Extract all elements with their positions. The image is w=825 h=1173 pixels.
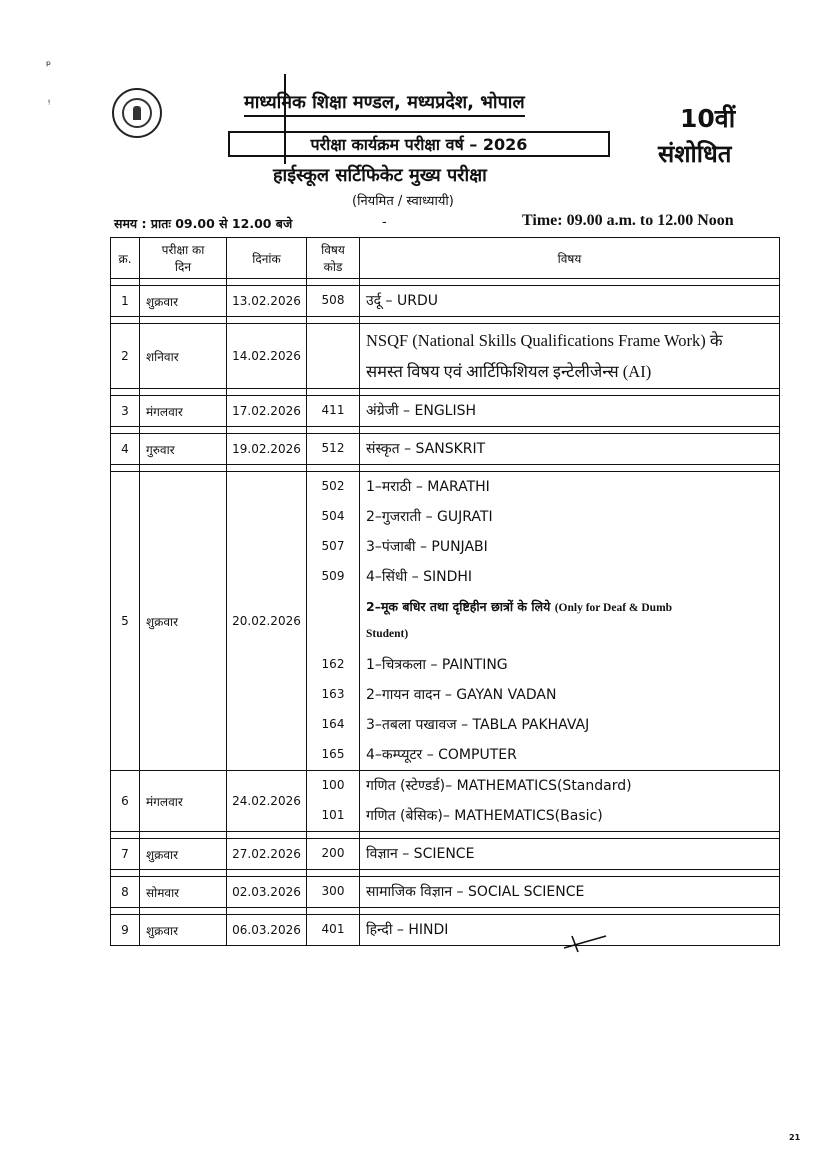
subject-code: 101 [321, 808, 345, 822]
note-english: (Only for Deaf & Dumb [554, 602, 673, 614]
day-cell: शुक्रवार [140, 286, 227, 317]
scan-mark: ᵖ [46, 58, 52, 72]
subject-name: हिन्दी – HINDI [366, 922, 449, 938]
table-header-row [111, 238, 780, 279]
date-cell: 24.02.2026 [227, 771, 307, 832]
subject-code: 411 [321, 403, 345, 417]
date-header: दिनांक [227, 238, 307, 279]
code-cell [307, 324, 360, 389]
subject-name: गणित (बेसिक)– MATHEMATICS(Basic) [366, 808, 603, 824]
subject-name: 4–सिंधी – SINDHI [366, 569, 473, 585]
subject-name-line1: NSQF (National Skills Qualifications Frame Work) के [366, 331, 723, 350]
day-cell: शनिवार [140, 324, 227, 389]
serial-cell: 8 [111, 877, 140, 908]
code-header [307, 238, 360, 279]
subject-name: 3–पंजाबी – PUNJABI [366, 539, 488, 555]
code-cell [307, 915, 360, 946]
day-cell: गुरुवार [140, 434, 227, 465]
subject-cell [360, 472, 780, 771]
code-cell [307, 434, 360, 465]
table-row [111, 877, 780, 908]
serial-cell: 4 [111, 434, 140, 465]
subject-code: 507 [321, 539, 345, 553]
note-english-cont: Student) [366, 628, 409, 640]
subject-cell [360, 286, 780, 317]
subject-code: 502 [321, 479, 345, 493]
subject-name: सामाजिक विज्ञान – SOCIAL SCIENCE [366, 884, 585, 900]
table-row [111, 286, 780, 317]
subject-code: 100 [321, 778, 345, 792]
table-row [111, 396, 780, 427]
code-header-line2: कोड [323, 260, 343, 274]
day-cell: मंगलवार [140, 771, 227, 832]
note-hindi: 2–मूक बधिर तथा दृष्टिहीन छात्रों के लिये [366, 599, 551, 614]
subject-code: 300 [321, 884, 345, 898]
subject-cell [360, 434, 780, 465]
code-cell [307, 877, 360, 908]
subject-code: 165 [321, 747, 345, 761]
serial-header: क्र. [111, 238, 140, 279]
subject-name: गणित (स्टेण्डर्ड)– MATHEMATICS(Standard) [366, 778, 632, 794]
serial-cell: 5 [111, 472, 140, 771]
date-cell: 27.02.2026 [227, 839, 307, 870]
subject-name: उर्दू – URDU [366, 293, 439, 309]
subject-code: 509 [321, 569, 345, 583]
day-cell: शुक्रवार [140, 839, 227, 870]
code-cell [307, 839, 360, 870]
subject-cell [360, 771, 780, 832]
date-cell: 14.02.2026 [227, 324, 307, 389]
subject-code: 163 [321, 687, 345, 701]
subject-cell [360, 839, 780, 870]
subject-cell [360, 396, 780, 427]
subject-name: अंग्रेजी – ENGLISH [366, 403, 477, 419]
subject-name: 1–मराठी – MARATHI [366, 479, 490, 495]
day-cell: शुक्रवार [140, 915, 227, 946]
serial-cell: 6 [111, 771, 140, 832]
subject-name: संस्कृत – SANSKRIT [366, 441, 486, 457]
code-cell [307, 472, 360, 771]
subject-code: 162 [321, 657, 345, 671]
table-row [111, 434, 780, 465]
table-row [111, 771, 780, 832]
subject-code: 401 [321, 922, 345, 936]
serial-cell: 3 [111, 396, 140, 427]
serial-cell: 7 [111, 839, 140, 870]
serial-cell: 9 [111, 915, 140, 946]
time-english: Time: 09.00 a.m. to 12.00 Noon [522, 212, 734, 229]
subject-name: 4–कम्प्यूटर – COMPUTER [366, 747, 517, 763]
code-cell [307, 396, 360, 427]
subject-code: 508 [321, 293, 345, 307]
serial-cell: 2 [111, 324, 140, 389]
time-dash: - [382, 215, 387, 230]
exam-title: हाईस्कूल सर्टिफिकेट मुख्य परीक्षा [273, 165, 487, 186]
exam-schedule-table [110, 237, 780, 946]
subject-name: 2–गुजराती – GUJRATI [366, 509, 493, 525]
serial-cell: 1 [111, 286, 140, 317]
time-hindi: समय : प्रातः 09.00 से 12.00 बजे [114, 216, 293, 231]
subject-code: 512 [321, 441, 345, 455]
code-header-line1: विषय [321, 243, 345, 257]
signature [562, 930, 608, 954]
day-cell: सोमवार [140, 877, 227, 908]
day-cell: मंगलवार [140, 396, 227, 427]
subject-cell [360, 877, 780, 908]
programme-title-box: परीक्षा कार्यक्रम परीक्षा वर्ष – 2026 [228, 131, 610, 157]
subject-name: विज्ञान – SCIENCE [366, 846, 475, 862]
subject-code: 164 [321, 717, 345, 731]
board-emblem-logo [112, 88, 162, 138]
day-header-line1: परीक्षा का [161, 243, 205, 257]
date-cell: 17.02.2026 [227, 396, 307, 427]
page-number: 21 [789, 1133, 801, 1142]
day-cell: शुक्रवार [140, 472, 227, 771]
table-row [111, 915, 780, 946]
class-label: 10वीं [680, 104, 736, 133]
subject-name: 1–चित्रकला – PAINTING [366, 657, 508, 673]
subject-header: विषय [360, 238, 780, 279]
revised-label: संशोधित [658, 140, 732, 168]
subject-code: 200 [321, 846, 345, 860]
scan-mark: ᵎ [48, 96, 51, 110]
date-cell: 02.03.2026 [227, 877, 307, 908]
subject-cell [360, 324, 780, 389]
date-cell: 19.02.2026 [227, 434, 307, 465]
board-name: माध्यमिक शिक्षा मण्डल, मध्यप्रदेश, भोपाल [244, 90, 525, 117]
day-header [140, 238, 227, 279]
table-row [111, 472, 780, 771]
subject-name-line2: समस्त विषय एवं आर्टिफिशियल इन्टेलीजेन्स (AI) [366, 362, 652, 381]
day-header-line2: दिन [174, 260, 192, 274]
subject-name: 3–तबला पखावज – TABLA PAKHAVAJ [366, 717, 590, 733]
code-cell [307, 286, 360, 317]
date-cell: 13.02.2026 [227, 286, 307, 317]
special-note [366, 592, 779, 650]
exam-mode: (नियमित / स्वाध्यायी) [352, 194, 454, 209]
code-cell [307, 771, 360, 832]
table-row [111, 839, 780, 870]
table-row [111, 324, 780, 389]
subject-name: 2–गायन वादन – GAYAN VADAN [366, 687, 557, 703]
subject-code: 504 [321, 509, 345, 523]
date-cell: 06.03.2026 [227, 915, 307, 946]
date-cell: 20.02.2026 [227, 472, 307, 771]
